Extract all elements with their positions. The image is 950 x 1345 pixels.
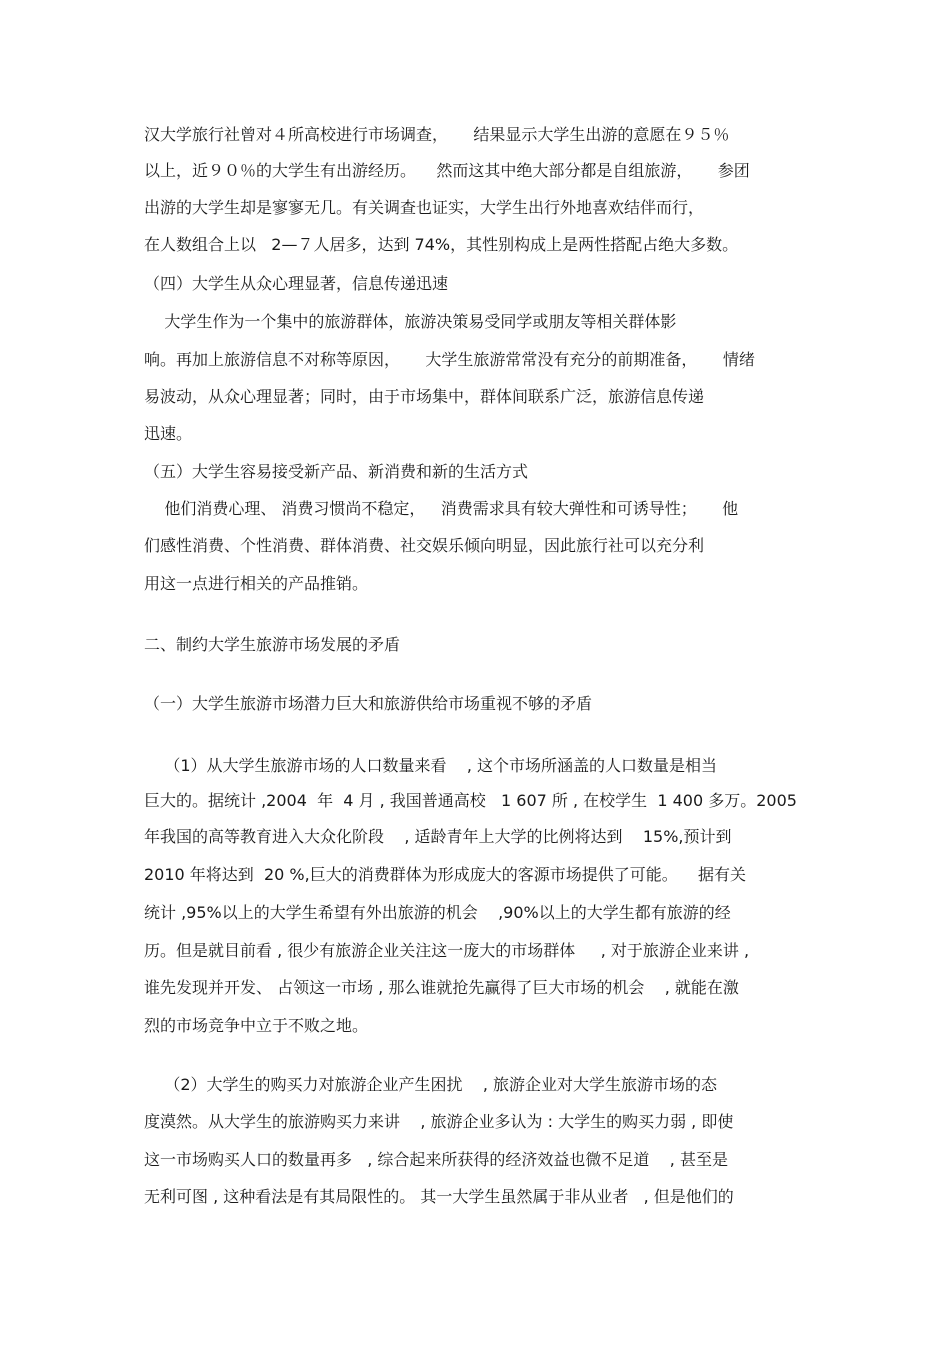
paragraph-5-line-1: （2）大学生的购买力对旅游企业产生困扰 , 旅游企业对大学生旅游市场的态 [144, 1075, 718, 1094]
paragraph-4-line-5: 统计 ,95%以上的大学生希望有外出旅游的机会 ,90%以上的大学生都有旅游的经 [144, 903, 731, 922]
paragraph-4-line-4: 2010 年将达到 20 %,巨大的消费群体为形成庞大的客源市场提供了可能。 据有关 [144, 865, 747, 884]
paragraph-4-line-1: （1）从大学生旅游市场的人口数量来看 , 这个市场所涵盖的人口数量是相当 [144, 756, 718, 775]
paragraph-1-line-1: 汉大学旅行社曾对４所高校进行市场调查， 结果显示大学生出游的意愿在９５％ [144, 125, 730, 144]
paragraph-3-line-1: 他们消费心理、 消费习惯尚不稳定， 消费需求具有较大弹性和可诱导性； 他 [144, 499, 739, 518]
paragraph-1-line-4: 在人数组合上以 2—７人居多，达到 74%，其性别构成上是两性搭配占绝大多数。 [144, 235, 739, 254]
paragraph-1-line-3: 出游的大学生却是寥寥无几。有关调查也证实，大学生出行外地喜欢结伴而行， [144, 198, 705, 217]
heading-4: （四）大学生从众心理显著，信息传递迅速 [144, 274, 449, 293]
paragraph-4-line-3: 年我国的高等教育进入大众化阶段 , 适龄青年上大学的比例将达到 15%,预计到 [144, 827, 732, 846]
subsection-1-title: （一）大学生旅游市场潜力巨大和旅游供给市场重视不够的矛盾 [144, 694, 593, 713]
paragraph-4-line-7: 谁先发现并开发、 占领这一市场 , 那么谁就抢先赢得了巨大市场的机会 , 就能在激 [144, 978, 739, 997]
paragraph-1-line-2: 以上，近９０％的大学生有出游经历。 然而这其中绝大部分都是自组旅游， 参团 [144, 161, 750, 180]
paragraph-2-line-2: 响。再加上旅游信息不对称等原因， 大学生旅游常常没有充分的前期准备， 情绪 [144, 350, 755, 369]
paragraph-3-line-2: 们感性消费、个性消费、群体消费、社交娱乐倾向明显，因此旅行社可以充分利 [144, 536, 705, 555]
paragraph-2-line-4: 迅速。 [144, 424, 193, 443]
paragraph-2-line-3: 易波动，从众心理显著；同时，由于市场集中，群体间联系广泛，旅游信息传递 [144, 387, 705, 406]
paragraph-3-line-3: 用这一点进行相关的产品推销。 [144, 574, 369, 593]
paragraph-5-line-3: 这一市场购买人口的数量再多 , 综合起来所获得的经济效益也微不足道 , 甚至是 [144, 1150, 728, 1169]
paragraph-5-line-2: 度漠然。从大学生的旅游购买力来讲 , 旅游企业多认为 : 大学生的购买力弱 , 即使 [144, 1112, 734, 1131]
paragraph-4-line-8: 烈的市场竞争中立于不败之地。 [144, 1016, 369, 1035]
heading-5: （五）大学生容易接受新产品、新消费和新的生活方式 [144, 462, 529, 481]
section-2-title: 二、制约大学生旅游市场发展的矛盾 [144, 635, 401, 654]
paragraph-4-line-6: 历。但是就目前看 , 很少有旅游企业关注这一庞大的市场群体 , 对于旅游企业来讲 , [144, 941, 750, 960]
paragraph-4-line-2: 巨大的。据统计 ,2004 年 4 月 , 我国普通高校 1 607 所 , 在校学生 1 400 多万。2005 [144, 791, 797, 810]
paragraph-5-line-4: 无利可图 , 这种看法是有其局限性的。 其一大学生虽然属于非从业者 , 但是他们的 [144, 1187, 734, 1206]
paragraph-2-line-1: 大学生作为一个集中的旅游群体，旅游决策易受同学或朋友等相关群体影 [144, 312, 677, 331]
